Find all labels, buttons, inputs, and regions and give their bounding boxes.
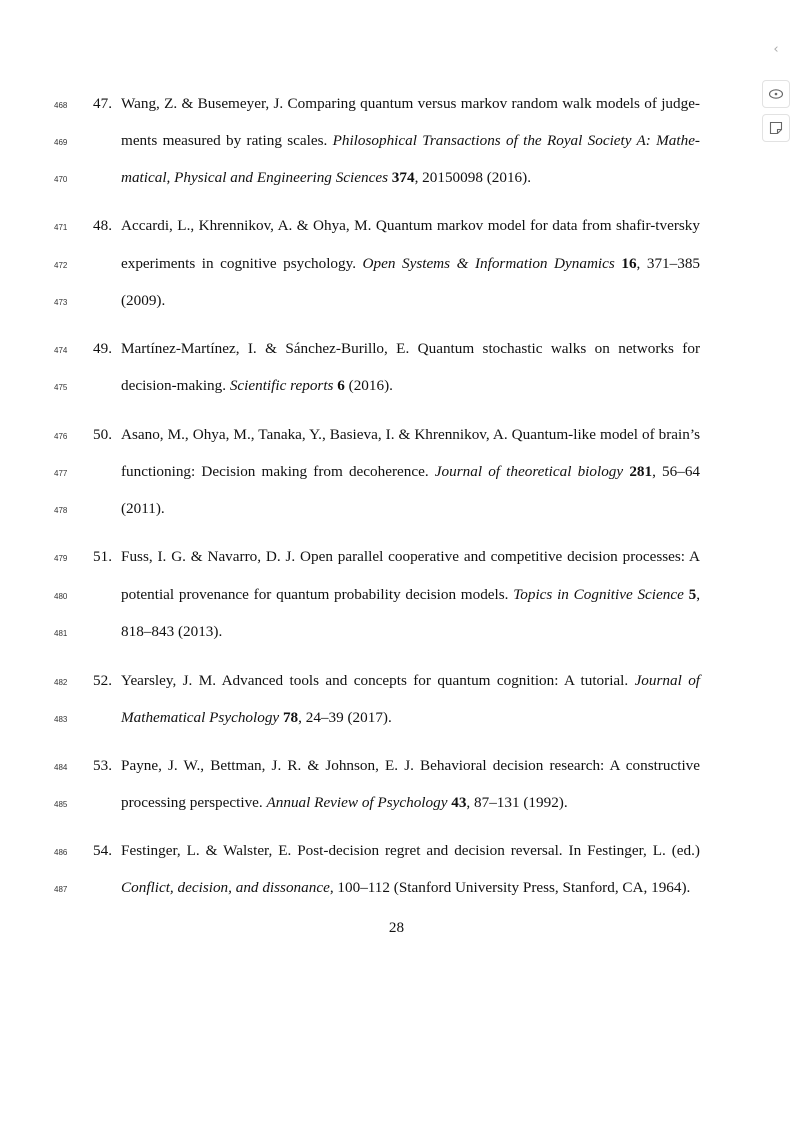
journal-title: Annual Review of Psychology	[266, 794, 448, 811]
notes-button[interactable]	[762, 114, 790, 142]
chevron-left-icon[interactable]: ‹	[773, 42, 779, 57]
reference-text	[121, 425, 700, 445]
text-span: functioning: Decision making from decoherence.	[121, 463, 435, 480]
journal-title: Philosophical Transactions of the Royal Society A: Mathe-	[332, 132, 700, 149]
sticky-note-icon	[768, 120, 784, 136]
reference-line	[0, 425, 793, 445]
reference-line	[0, 131, 793, 151]
line-number: 474	[54, 346, 68, 355]
volume-number: 6	[337, 377, 345, 394]
reference-line	[0, 254, 793, 274]
reference-number: 48.	[93, 217, 112, 234]
line-number: 482	[54, 678, 68, 687]
line-number: 469	[54, 138, 68, 147]
journal-title: Mathematical Psychology	[121, 709, 280, 726]
reference-text	[121, 547, 700, 567]
reference-line	[0, 291, 793, 311]
line-number: 473	[54, 298, 68, 307]
line-number: 477	[54, 469, 68, 478]
text-span: ments measured by rating scales.	[121, 132, 333, 149]
reference-line	[0, 168, 793, 188]
volume-number: 374	[391, 169, 415, 186]
reference-text	[121, 376, 700, 396]
volume-number: 16	[621, 255, 637, 272]
text-span: Fuss, I. G. & Navarro, D. J. Open parallel cooperative and competitive decision processes: A	[121, 548, 700, 565]
reference-line	[0, 94, 793, 114]
reference-line	[0, 756, 793, 776]
reference-line	[0, 841, 793, 861]
reference-number: 51.	[93, 548, 112, 565]
reference-number: 47.	[93, 95, 112, 112]
volume-number: 43	[451, 794, 467, 811]
journal-title: Scientific reports	[229, 377, 334, 394]
reference-line	[0, 462, 793, 482]
line-number: 479	[54, 554, 68, 563]
journal-title: Conflict, decision, and dissonance	[121, 879, 330, 896]
volume-number: 78	[282, 709, 299, 726]
volume-number: 281	[629, 463, 653, 480]
line-number: 478	[54, 506, 68, 515]
line-number: 472	[54, 261, 68, 270]
reference-text	[121, 291, 700, 311]
reference-text	[121, 671, 700, 691]
line-number: 468	[54, 101, 68, 110]
reference-line	[0, 216, 793, 236]
reference-text	[121, 708, 700, 728]
reference-text	[121, 499, 700, 519]
reference-text	[121, 878, 700, 898]
reference-line	[0, 547, 793, 567]
text-span: decision-making.	[121, 377, 230, 394]
reference-text	[121, 841, 700, 861]
reference-line	[0, 376, 793, 396]
text-span: Martínez-Martínez, I. & Sánchez-Burillo, E. Quantum stochastic walks on networks for	[121, 340, 700, 357]
journal-title: Journal of	[634, 672, 701, 689]
text-span: ,	[696, 586, 700, 603]
reference-number: 52.	[93, 672, 112, 689]
reference-text	[121, 339, 700, 359]
line-number: 486	[54, 848, 68, 857]
view-button[interactable]	[762, 80, 790, 108]
reference-line	[0, 339, 793, 359]
journal-title: Journal of theoretical biology	[434, 463, 624, 480]
line-number: 481	[54, 629, 68, 638]
line-number: 475	[54, 383, 68, 392]
line-number: 470	[54, 175, 68, 184]
line-number: 471	[54, 223, 68, 232]
text-span: processing perspective.	[121, 794, 267, 811]
reference-text	[121, 168, 700, 188]
text-span: , 371–385	[636, 255, 701, 272]
reference-line	[0, 671, 793, 691]
text-span: (2016).	[344, 377, 393, 394]
reference-number: 50.	[93, 426, 112, 443]
eye-icon	[768, 88, 784, 100]
text-span: , 20150098 (2016).	[414, 169, 531, 186]
text-span: (2011).	[121, 500, 165, 517]
reference-line	[0, 585, 793, 605]
text-span: experiments in cognitive psychology.	[121, 255, 363, 272]
text-span: Yearsley, J. M. Advanced tools and concepts for quantum cognition: A tutorial.	[121, 672, 635, 689]
line-number: 480	[54, 592, 68, 601]
reference-text	[121, 585, 700, 605]
reference-line	[0, 499, 793, 519]
reference-number: 54.	[93, 842, 112, 859]
reference-text	[121, 756, 700, 776]
journal-title: Topics in Cognitive Science	[513, 586, 684, 603]
reference-text	[121, 94, 700, 114]
reference-line	[0, 878, 793, 898]
text-span: 818–843 (2013).	[121, 623, 223, 640]
reference-text	[121, 131, 700, 151]
text-span: Payne, J. W., Bettman, J. R. & Johnson, E. J. Behavioral decision research: A constructive	[121, 757, 700, 774]
reference-line	[0, 622, 793, 642]
journal-title: matical, Physical and Engineering Sciences	[121, 169, 388, 186]
line-number: 485	[54, 800, 68, 809]
reference-line	[0, 793, 793, 813]
line-number: 484	[54, 763, 68, 772]
text-span: Wang, Z. & Busemeyer, J. Comparing quantum versus markov random walk models of judge-	[121, 95, 700, 112]
reference-line	[0, 708, 793, 728]
text-span: Festinger, L. & Walster, E. Post-decision regret and decision reversal. In Festinger, L. (ed.)	[121, 842, 700, 859]
reference-text	[121, 216, 700, 236]
line-number: 483	[54, 715, 68, 724]
text-span: (2009).	[121, 292, 166, 309]
volume-number: 5	[688, 586, 697, 603]
text-span: , 24–39 (2017).	[298, 709, 392, 726]
line-number: 476	[54, 432, 68, 441]
text-span: , 100–112 (Stanford University Press, Stanford, CA, 1964).	[329, 879, 691, 896]
page-number: 28	[388, 919, 405, 936]
reference-number: 53.	[93, 757, 112, 774]
text-span: , 87–131 (1992).	[466, 794, 568, 811]
line-number: 487	[54, 885, 68, 894]
text-span: Asano, M., Ohya, M., Tanaka, Y., Basieva, I. & Khrennikov, A. Quantum-like model of brain’s	[121, 426, 700, 443]
reference-text	[121, 462, 700, 482]
reference-text	[121, 793, 700, 813]
text-span: , 56–64	[652, 463, 701, 480]
text-span: potential provenance for quantum probability decision models.	[121, 586, 514, 603]
journal-title: Open Systems & Information Dynamics	[362, 255, 615, 272]
reference-text	[121, 254, 700, 274]
reference-number: 49.	[93, 340, 112, 357]
reference-text	[121, 622, 700, 642]
text-span: Accardi, L., Khrennikov, A. & Ohya, M. Quantum markov model for data from shafir-tversky	[121, 217, 700, 234]
